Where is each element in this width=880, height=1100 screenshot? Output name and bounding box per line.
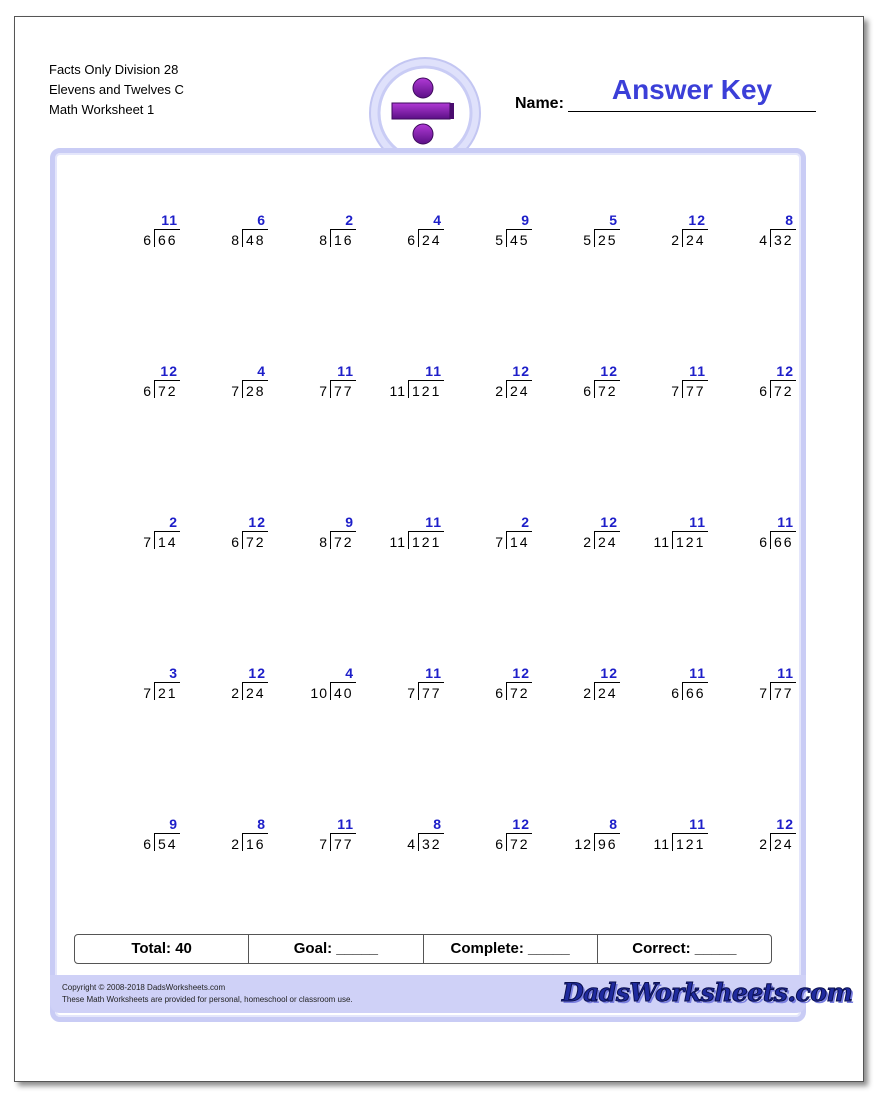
division-bar <box>770 833 796 834</box>
dividend: 40 <box>334 685 354 701</box>
quotient: 6 <box>257 212 266 228</box>
division-problem <box>628 816 708 856</box>
quotient: 11 <box>425 665 442 681</box>
quotient: 9 <box>169 816 178 832</box>
quotient: 12 <box>600 514 618 530</box>
division-problem <box>100 816 180 856</box>
division-bracket <box>770 531 771 549</box>
divisor: 2 <box>583 534 592 550</box>
divisor: 7 <box>143 534 152 550</box>
division-bar <box>242 380 268 381</box>
division-bar <box>408 380 444 381</box>
complete-cell: Complete: _____ <box>424 935 598 963</box>
dividend: 77 <box>334 836 354 852</box>
divisor: 6 <box>759 383 768 399</box>
dividend: 25 <box>598 232 618 248</box>
division-bracket <box>154 531 155 549</box>
division-problem <box>716 212 796 252</box>
quotient: 3 <box>169 665 178 681</box>
dividend: 24 <box>598 534 618 550</box>
divisor: 4 <box>407 836 416 852</box>
divisor: 7 <box>759 685 768 701</box>
divisor: 6 <box>495 836 504 852</box>
division-problem <box>276 363 356 403</box>
division-problem <box>100 514 180 554</box>
division-bracket <box>330 682 331 700</box>
division-problem <box>628 212 708 252</box>
division-bracket <box>672 833 673 851</box>
quotient: 2 <box>521 514 530 530</box>
divisor: 2 <box>231 836 240 852</box>
division-bar <box>330 380 356 381</box>
quotient: 12 <box>600 363 618 379</box>
division-bar <box>506 380 532 381</box>
quotient: 12 <box>688 212 706 228</box>
division-bracket <box>330 229 331 247</box>
divisor: 8 <box>319 232 328 248</box>
division-bar <box>330 531 356 532</box>
division-bracket <box>330 380 331 398</box>
dividend: 121 <box>412 383 442 399</box>
name-line <box>568 111 816 112</box>
quotient: 2 <box>169 514 178 530</box>
title-line-3: Math Worksheet 1 <box>49 102 155 117</box>
dividend: 77 <box>686 383 706 399</box>
division-bar <box>330 229 356 230</box>
division-bar <box>506 682 532 683</box>
division-problem <box>188 816 268 856</box>
divisor: 2 <box>495 383 504 399</box>
division-bar <box>506 531 532 532</box>
division-bracket <box>594 380 595 398</box>
division-bracket <box>682 682 683 700</box>
division-bar <box>506 833 532 834</box>
quotient: 12 <box>248 665 266 681</box>
division-bracket <box>770 380 771 398</box>
quotient: 11 <box>425 363 442 379</box>
division-bar <box>330 833 356 834</box>
division-bracket <box>418 833 419 851</box>
worksheet-title <box>49 60 184 120</box>
quotient: 12 <box>512 816 530 832</box>
division-bar <box>154 229 180 230</box>
divisor: 6 <box>495 685 504 701</box>
divisor: 12 <box>574 836 592 852</box>
quotient: 4 <box>433 212 442 228</box>
division-bracket <box>506 380 507 398</box>
divisor: 6 <box>583 383 592 399</box>
dividend: 72 <box>158 383 178 399</box>
divisor: 11 <box>389 534 406 550</box>
dividend: 14 <box>158 534 178 550</box>
division-problem <box>628 363 708 403</box>
division-problem <box>276 212 356 252</box>
quotient: 8 <box>257 816 266 832</box>
division-bracket <box>682 380 683 398</box>
division-problem <box>100 363 180 403</box>
division-bar <box>154 682 180 683</box>
division-problem <box>628 514 708 554</box>
quotient: 12 <box>600 665 618 681</box>
dividend: 48 <box>246 232 266 248</box>
division-bracket <box>682 229 683 247</box>
division-bracket <box>330 833 331 851</box>
division-bar <box>594 380 620 381</box>
dividend: 24 <box>774 836 794 852</box>
dividend: 16 <box>334 232 354 248</box>
division-bar <box>682 380 708 381</box>
division-bracket <box>330 531 331 549</box>
title-line-1: Facts Only Division 28 <box>49 62 179 77</box>
dividend: 21 <box>158 685 178 701</box>
dividend: 66 <box>158 232 178 248</box>
division-problem <box>100 212 180 252</box>
dividend: 54 <box>158 836 178 852</box>
division-bar <box>242 229 268 230</box>
division-bracket <box>242 833 243 851</box>
divisor: 11 <box>653 534 670 550</box>
division-bar <box>682 682 708 683</box>
division-bar <box>770 229 796 230</box>
division-bar <box>418 833 444 834</box>
division-bar <box>330 682 356 683</box>
division-problem <box>188 514 268 554</box>
divisor: 6 <box>671 685 680 701</box>
division-bar <box>418 682 444 683</box>
divisor: 8 <box>231 232 240 248</box>
division-bar <box>418 229 444 230</box>
division-bar <box>154 380 180 381</box>
divisor: 8 <box>319 534 328 550</box>
dividend: 72 <box>510 836 530 852</box>
quotient: 11 <box>689 514 706 530</box>
division-bracket <box>408 531 409 549</box>
division-bar <box>682 229 708 230</box>
division-problem <box>540 363 620 403</box>
quotient: 4 <box>257 363 266 379</box>
copyright-text <box>62 982 353 1006</box>
division-bar <box>770 380 796 381</box>
quotient: 11 <box>689 816 706 832</box>
dividend: 121 <box>676 836 706 852</box>
dividend: 72 <box>774 383 794 399</box>
division-bar <box>594 682 620 683</box>
division-bracket <box>242 229 243 247</box>
quotient: 11 <box>337 363 354 379</box>
division-bar <box>408 531 444 532</box>
dividend: 77 <box>422 685 442 701</box>
quotient: 11 <box>337 816 354 832</box>
division-problem <box>716 514 796 554</box>
division-bar <box>154 833 180 834</box>
division-bar <box>594 531 620 532</box>
title-line-2: Elevens and Twelves C <box>49 82 184 97</box>
division-problem <box>364 363 444 403</box>
division-problem <box>452 665 532 705</box>
dividend: 121 <box>412 534 442 550</box>
division-bracket <box>594 229 595 247</box>
divisor: 7 <box>231 383 240 399</box>
quotient: 12 <box>512 665 530 681</box>
dividend: 77 <box>774 685 794 701</box>
total-cell: Total: 40 <box>75 935 249 963</box>
dividend: 24 <box>598 685 618 701</box>
divisor: 7 <box>671 383 680 399</box>
dividend: 14 <box>510 534 530 550</box>
division-bracket <box>154 380 155 398</box>
dividend: 24 <box>686 232 706 248</box>
division-bracket <box>154 229 155 247</box>
goal-cell: Goal: _____ <box>249 935 423 963</box>
dividend: 72 <box>334 534 354 550</box>
division-problem <box>276 816 356 856</box>
division-problem <box>188 665 268 705</box>
division-bracket <box>770 833 771 851</box>
quotient: 4 <box>345 665 354 681</box>
division-bar <box>594 833 620 834</box>
quotient: 11 <box>777 665 794 681</box>
division-bracket <box>418 229 419 247</box>
division-bracket <box>408 380 409 398</box>
division-bracket <box>242 682 243 700</box>
quotient: 5 <box>609 212 618 228</box>
division-problem <box>364 816 444 856</box>
copyright-line-2: These Math Worksheets are provided for personal, homeschool or classroom use. <box>62 995 353 1004</box>
dividend: 77 <box>334 383 354 399</box>
division-bar <box>672 531 708 532</box>
division-bar <box>506 229 532 230</box>
quotient: 11 <box>425 514 442 530</box>
division-bracket <box>770 682 771 700</box>
divisor: 2 <box>583 685 592 701</box>
division-problem <box>540 816 620 856</box>
division-bracket <box>154 833 155 851</box>
divisor: 7 <box>319 383 328 399</box>
dividend: 72 <box>510 685 530 701</box>
division-problem <box>628 665 708 705</box>
division-problem <box>452 514 532 554</box>
divisor: 7 <box>319 836 328 852</box>
dividend: 72 <box>598 383 618 399</box>
dividend: 16 <box>246 836 266 852</box>
dividend: 121 <box>676 534 706 550</box>
division-problem <box>188 363 268 403</box>
score-table <box>74 934 772 964</box>
division-problem <box>716 665 796 705</box>
quotient: 12 <box>776 816 794 832</box>
quotient: 11 <box>689 665 706 681</box>
division-problem <box>716 363 796 403</box>
divisor: 5 <box>583 232 592 248</box>
quotient: 9 <box>521 212 530 228</box>
divisor: 6 <box>231 534 240 550</box>
division-bracket <box>672 531 673 549</box>
quotient: 2 <box>345 212 354 228</box>
division-problem <box>364 665 444 705</box>
divisor: 4 <box>759 232 768 248</box>
dividend: 66 <box>774 534 794 550</box>
divisor: 11 <box>653 836 670 852</box>
dividend: 24 <box>422 232 442 248</box>
divisor: 6 <box>407 232 416 248</box>
division-bar <box>242 833 268 834</box>
dividend: 66 <box>686 685 706 701</box>
division-problem <box>364 514 444 554</box>
answer-key-label: Answer Key <box>611 74 773 105</box>
division-problem <box>452 363 532 403</box>
division-bracket <box>506 531 507 549</box>
dividend: 24 <box>246 685 266 701</box>
quotient: 12 <box>512 363 530 379</box>
division-problem <box>276 514 356 554</box>
division-problem <box>100 665 180 705</box>
correct-cell: Correct: _____ <box>632 940 737 957</box>
division-problem <box>540 665 620 705</box>
quotient: 8 <box>785 212 794 228</box>
problem-grid <box>56 154 792 934</box>
division-problem <box>452 816 532 856</box>
division-bracket <box>506 833 507 851</box>
division-bracket <box>506 229 507 247</box>
quotient: 11 <box>777 514 794 530</box>
division-bracket <box>506 682 507 700</box>
division-bracket <box>594 833 595 851</box>
divisor: 2 <box>231 685 240 701</box>
division-bar <box>242 682 268 683</box>
quotient: 12 <box>248 514 266 530</box>
dividend: 45 <box>510 232 530 248</box>
quotient: 12 <box>160 363 178 379</box>
division-problem <box>540 514 620 554</box>
divisor: 2 <box>671 232 680 248</box>
division-bracket <box>594 531 595 549</box>
divisor: 6 <box>143 836 152 852</box>
dividend: 72 <box>246 534 266 550</box>
quotient: 12 <box>776 363 794 379</box>
divisor: 6 <box>759 534 768 550</box>
copyright-line-1: Copyright © 2008-2018 DadsWorksheets.com <box>62 983 226 992</box>
division-bar <box>154 531 180 532</box>
quotient: 9 <box>345 514 354 530</box>
division-problem <box>364 212 444 252</box>
division-bracket <box>242 380 243 398</box>
divisor: 6 <box>143 383 152 399</box>
divisor: 7 <box>495 534 504 550</box>
divisor: 10 <box>310 685 328 701</box>
dividend: 32 <box>422 836 442 852</box>
divisor: 6 <box>143 232 152 248</box>
name-label: Name: <box>515 95 564 112</box>
division-bar <box>242 531 268 532</box>
quotient: 11 <box>689 363 706 379</box>
dividend: 32 <box>774 232 794 248</box>
division-problem <box>716 816 796 856</box>
division-bracket <box>418 682 419 700</box>
division-problem <box>540 212 620 252</box>
division-bracket <box>770 229 771 247</box>
division-problem <box>188 212 268 252</box>
brand-logo: DadsWorksheets.com <box>562 978 853 1007</box>
divisor: 5 <box>495 232 504 248</box>
division-bar <box>594 229 620 230</box>
division-problem <box>452 212 532 252</box>
division-problem <box>276 665 356 705</box>
division-bar <box>770 682 796 683</box>
quotient: 8 <box>609 816 618 832</box>
division-bar <box>770 531 796 532</box>
divisor: 7 <box>407 685 416 701</box>
division-bar <box>672 833 708 834</box>
dividend: 28 <box>246 383 266 399</box>
dividend: 24 <box>510 383 530 399</box>
quotient: 8 <box>433 816 442 832</box>
division-bracket <box>594 682 595 700</box>
divisor: 7 <box>143 685 152 701</box>
divisor: 11 <box>389 383 406 399</box>
divisor: 2 <box>759 836 768 852</box>
quotient: 11 <box>161 212 178 228</box>
division-bracket <box>242 531 243 549</box>
division-bracket <box>154 682 155 700</box>
dividend: 96 <box>598 836 618 852</box>
